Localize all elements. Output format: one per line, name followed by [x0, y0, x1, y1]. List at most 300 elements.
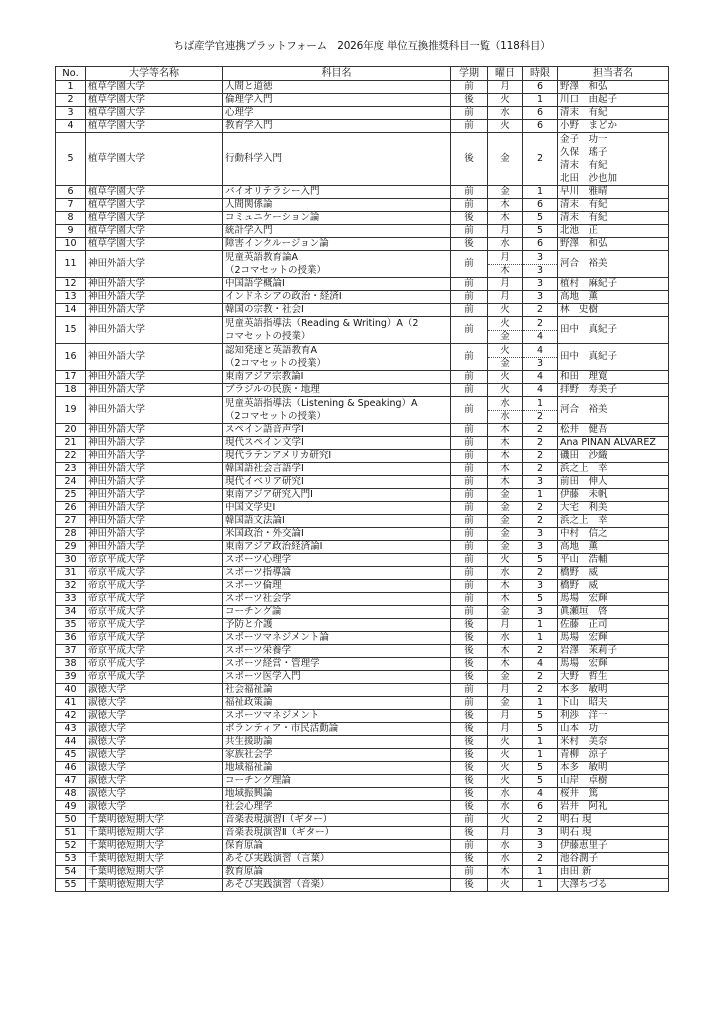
table-row	[56, 775, 669, 788]
university-name: 帝京平成大学	[86, 593, 223, 606]
table-row	[56, 853, 669, 866]
teacher-name	[558, 775, 669, 788]
period: 5	[523, 225, 558, 238]
table-row	[56, 671, 669, 684]
row-number: 24	[56, 476, 86, 489]
subject-name	[223, 645, 451, 658]
teacher-name	[558, 107, 669, 120]
teacher-line: 磯田 沙織	[560, 450, 608, 461]
period: 3	[523, 278, 558, 291]
subject-name	[223, 879, 451, 892]
row-number: 19	[56, 397, 86, 424]
teacher-line: 清末 有紀	[560, 160, 608, 171]
row-number: 39	[56, 671, 86, 684]
university-name: 神田外語大学	[86, 541, 223, 554]
university-name: 神田外語大学	[86, 344, 223, 371]
teacher-name	[558, 645, 669, 658]
subject-name	[223, 212, 451, 225]
subject-line: スポーツ倫理	[225, 580, 282, 591]
subject-name	[223, 120, 451, 133]
table-row	[56, 120, 669, 133]
subject-line: 福祉政策論	[225, 697, 273, 708]
row-number: 38	[56, 658, 86, 671]
day-slot: 水	[488, 410, 522, 423]
subject-name	[223, 94, 451, 107]
university-name: 淑徳大学	[86, 723, 223, 736]
course-table	[55, 66, 669, 892]
subject-line: あそび実践演習（言葉）	[225, 853, 330, 864]
subject-line: （2コマセットの授業）	[225, 265, 327, 276]
university-name: 神田外語大学	[86, 291, 223, 304]
teacher-line: 高地 薫	[560, 541, 599, 552]
teacher-line: 野澤 和弘	[560, 238, 608, 249]
row-number: 12	[56, 278, 86, 291]
row-number: 41	[56, 697, 86, 710]
day-of-week: 金	[488, 489, 523, 502]
period: 1	[523, 866, 558, 879]
term: 後	[451, 736, 488, 749]
subject-line: スポーツ指導論	[225, 567, 292, 578]
teacher-name	[558, 853, 669, 866]
period: 2	[523, 853, 558, 866]
term: 後	[451, 788, 488, 801]
subject-name	[223, 684, 451, 697]
subject-name	[223, 502, 451, 515]
teacher-name	[558, 371, 669, 384]
day-of-week	[488, 251, 523, 278]
term: 後	[451, 658, 488, 671]
teacher-name	[558, 278, 669, 291]
day-of-week: 火	[488, 384, 523, 397]
subject-name	[223, 671, 451, 684]
day-of-week: 木	[488, 424, 523, 437]
teacher-name	[558, 684, 669, 697]
university-name: 神田外語大学	[86, 515, 223, 528]
period: 5	[523, 762, 558, 775]
term: 前	[451, 81, 488, 94]
table-row	[56, 502, 669, 515]
subject-name	[223, 528, 451, 541]
term: 後	[451, 645, 488, 658]
table-row	[56, 554, 669, 567]
subject-line: 児童英語指導法（Listening & Speaking）A	[225, 398, 418, 409]
day-of-week: 火	[488, 814, 523, 827]
row-number: 7	[56, 199, 86, 212]
day-of-week: 水	[488, 788, 523, 801]
period: 2	[523, 567, 558, 580]
subject-line: 米国政治・外交論Ⅰ	[225, 528, 304, 539]
row-number: 22	[56, 450, 86, 463]
teacher-name	[558, 528, 669, 541]
subject-name	[223, 186, 451, 199]
term: 前	[451, 554, 488, 567]
row-number: 45	[56, 749, 86, 762]
day-of-week: 木	[488, 593, 523, 606]
row-number: 54	[56, 866, 86, 879]
subject-line: 韓国語文法論Ⅰ	[225, 515, 285, 526]
period: 5	[523, 212, 558, 225]
university-name: 淑徳大学	[86, 697, 223, 710]
subject-line: スポーツ医学入門	[225, 671, 301, 682]
subject-name	[223, 736, 451, 749]
university-name: 帝京平成大学	[86, 580, 223, 593]
day-slot: 金	[488, 330, 522, 343]
teacher-name	[558, 619, 669, 632]
row-number: 9	[56, 225, 86, 238]
period: 4	[523, 788, 558, 801]
subject-line: バイオリテラシー入門	[225, 186, 320, 197]
teacher-line: 佐藤 正司	[560, 619, 608, 630]
teacher-line: 林 史樹	[560, 304, 599, 315]
teacher-name	[558, 879, 669, 892]
day-slot: 火	[500, 344, 510, 356]
teacher-line: 野澤 和弘	[560, 81, 608, 92]
table-row	[56, 697, 669, 710]
teacher-name	[558, 120, 669, 133]
teacher-line: 前田 伸人	[560, 476, 608, 487]
subject-name	[223, 199, 451, 212]
table-row	[56, 762, 669, 775]
row-number: 48	[56, 788, 86, 801]
row-number: 28	[56, 528, 86, 541]
teacher-name	[558, 541, 669, 554]
subject-name	[223, 749, 451, 762]
table-body	[56, 81, 669, 892]
day-of-week: 金	[488, 515, 523, 528]
subject-name	[223, 567, 451, 580]
row-number: 5	[56, 133, 86, 186]
subject-line: 認知発達と英語教育A	[225, 345, 317, 356]
university-name: 千葉明徳短期大学	[86, 866, 223, 879]
teacher-line: 山岸 卓樹	[560, 775, 608, 786]
term: 前	[451, 476, 488, 489]
table-row	[56, 463, 669, 476]
teacher-name	[558, 840, 669, 853]
row-number: 21	[56, 437, 86, 450]
teacher-name	[558, 476, 669, 489]
period: 4	[523, 658, 558, 671]
table-row	[56, 199, 669, 212]
teacher-line: 利渉 洋一	[560, 710, 608, 721]
day-slot: 金	[488, 357, 522, 370]
document-title: ちば産学官連携プラットフォーム 2026年度 単位互換推奨科目一覧（118科目）	[173, 40, 551, 52]
term: 後	[451, 775, 488, 788]
subject-line: 人間関係論	[225, 199, 273, 210]
day-of-week: 月	[488, 81, 523, 94]
day-of-week: 水	[488, 632, 523, 645]
subject-line: 東南アジア宗教論Ⅰ	[225, 371, 304, 382]
term: 前	[451, 606, 488, 619]
period: 6	[523, 238, 558, 251]
university-name: 神田外語大学	[86, 528, 223, 541]
term: 前	[451, 278, 488, 291]
period: 5	[523, 554, 558, 567]
header-subject: 科目名	[223, 67, 451, 81]
subject-line: 音楽表現演習Ⅱ（ギター）	[225, 827, 335, 838]
university-name: 植草学園大学	[86, 120, 223, 133]
table-row	[56, 879, 669, 892]
table-row	[56, 684, 669, 697]
teacher-name	[558, 788, 669, 801]
subject-name	[223, 866, 451, 879]
period: 1	[523, 632, 558, 645]
table-row	[56, 450, 669, 463]
subject-name	[223, 107, 451, 120]
teacher-name	[558, 814, 669, 827]
university-name: 神田外語大学	[86, 278, 223, 291]
teacher-line: 小野 まどか	[560, 120, 618, 131]
period: 6	[523, 199, 558, 212]
period: 3	[523, 528, 558, 541]
teacher-line: 岩澤 茉莉子	[560, 645, 618, 656]
day-of-week: 木	[488, 212, 523, 225]
table-row	[56, 397, 669, 424]
table-row	[56, 632, 669, 645]
teacher-line: 平山 浩輔	[560, 554, 608, 565]
period: 5	[523, 710, 558, 723]
day-of-week: 木	[488, 450, 523, 463]
teacher-name	[558, 749, 669, 762]
day-of-week: 水	[488, 801, 523, 814]
university-name: 植草学園大学	[86, 133, 223, 186]
term: 後	[451, 212, 488, 225]
teacher-line: 大宅 利美	[560, 502, 608, 513]
period: 1	[523, 736, 558, 749]
row-number: 11	[56, 251, 86, 278]
day-of-week: 月	[488, 278, 523, 291]
term: 後	[451, 238, 488, 251]
teacher-line: 明石 現	[560, 827, 592, 838]
subject-line: 地域振興論	[225, 788, 273, 799]
table-row	[56, 212, 669, 225]
period: 2	[523, 450, 558, 463]
table-row	[56, 94, 669, 107]
table-row	[56, 567, 669, 580]
teacher-line: 河合 裕美	[560, 404, 608, 415]
subject-line: 中国語学概論Ⅰ	[225, 278, 285, 289]
day-of-week: 火	[488, 120, 523, 133]
subject-line: 教育原論	[225, 866, 264, 877]
header-no: No.	[56, 67, 86, 81]
subject-name	[223, 840, 451, 853]
term: 後	[451, 827, 488, 840]
teacher-line: 清末 有紀	[560, 199, 608, 210]
teacher-name	[558, 567, 669, 580]
day-of-week: 木	[488, 476, 523, 489]
period: 3	[523, 541, 558, 554]
period: 3	[523, 580, 558, 593]
subject-name	[223, 291, 451, 304]
subject-line: 予防と介護	[225, 619, 273, 630]
row-number: 44	[56, 736, 86, 749]
row-number: 10	[56, 238, 86, 251]
subject-name	[223, 541, 451, 554]
teacher-line: 金子 功一	[560, 134, 608, 145]
day-of-week: 木	[488, 580, 523, 593]
row-number: 6	[56, 186, 86, 199]
table-row	[56, 606, 669, 619]
subject-name	[223, 853, 451, 866]
term: 後	[451, 801, 488, 814]
period: 2	[523, 814, 558, 827]
table-row	[56, 291, 669, 304]
table-row	[56, 749, 669, 762]
teacher-name	[558, 304, 669, 317]
teacher-line: 橋野 威	[560, 567, 599, 578]
term: 後	[451, 723, 488, 736]
day-of-week: 水	[488, 853, 523, 866]
university-name: 神田外語大学	[86, 397, 223, 424]
teacher-name	[558, 723, 669, 736]
subject-name	[223, 238, 451, 251]
term: 後	[451, 749, 488, 762]
row-number: 16	[56, 344, 86, 371]
subject-line: 東南アジア研究入門Ⅰ	[225, 489, 313, 500]
period: 1	[523, 489, 558, 502]
teacher-name	[558, 697, 669, 710]
period-slot: 3	[536, 251, 544, 263]
teacher-line: 池谷潤子	[560, 853, 599, 864]
day-of-week: 火	[488, 762, 523, 775]
teacher-line: 本多 敏明	[560, 684, 608, 695]
term: 前	[451, 424, 488, 437]
teacher-line: 山本 功	[560, 723, 599, 734]
table-row	[56, 827, 669, 840]
term: 前	[451, 866, 488, 879]
university-name: 淑徳大学	[86, 710, 223, 723]
university-name: 神田外語大学	[86, 424, 223, 437]
teacher-name	[558, 397, 669, 424]
day-of-week: 木	[488, 463, 523, 476]
day-of-week	[488, 344, 523, 371]
university-name: 帝京平成大学	[86, 606, 223, 619]
day-of-week: 木	[488, 199, 523, 212]
row-number: 34	[56, 606, 86, 619]
header-term: 学期	[451, 67, 488, 81]
subject-line: 障害インクルージョン論	[225, 238, 329, 249]
teacher-name	[558, 515, 669, 528]
term: 後	[451, 632, 488, 645]
teacher-name	[558, 580, 669, 593]
subject-line: 韓国の宗教・社会Ⅰ	[225, 304, 304, 315]
university-name: 植草学園大学	[86, 186, 223, 199]
table-row	[56, 528, 669, 541]
period: 4	[523, 371, 558, 384]
subject-name	[223, 827, 451, 840]
day-of-week: 月	[488, 723, 523, 736]
subject-name	[223, 450, 451, 463]
subject-name	[223, 801, 451, 814]
university-name: 植草学園大学	[86, 238, 223, 251]
teacher-line: 高地 薫	[560, 291, 599, 302]
term: 前	[451, 397, 488, 424]
teacher-line: 由田 新	[560, 866, 592, 877]
term: 前	[451, 528, 488, 541]
day-of-week: 月	[488, 710, 523, 723]
subject-name	[223, 580, 451, 593]
teacher-name	[558, 81, 669, 94]
term: 後	[451, 133, 488, 186]
university-name: 千葉明徳短期大学	[86, 853, 223, 866]
teacher-name	[558, 489, 669, 502]
period: 3	[523, 827, 558, 840]
term: 後	[451, 853, 488, 866]
teacher-line: 田中 真紀子	[560, 351, 618, 362]
period: 2	[523, 463, 558, 476]
subject-line: （2コマセットの授業）	[225, 358, 327, 369]
term: 後	[451, 619, 488, 632]
term: 前	[451, 502, 488, 515]
university-name: 植草学園大学	[86, 81, 223, 94]
teacher-name	[558, 463, 669, 476]
teacher-line: 久保 瑤子	[560, 147, 608, 158]
term: 前	[451, 344, 488, 371]
teacher-name	[558, 866, 669, 879]
university-name: 神田外語大学	[86, 251, 223, 278]
subject-line: コーチング論	[225, 606, 282, 617]
period-slot: 3	[523, 357, 557, 370]
period: 3	[523, 291, 558, 304]
day-of-week	[488, 317, 523, 344]
table-row	[56, 344, 669, 371]
day-slot: 火	[500, 317, 510, 329]
day-of-week: 金	[488, 671, 523, 684]
period: 6	[523, 120, 558, 133]
table-row	[56, 225, 669, 238]
university-name: 淑徳大学	[86, 684, 223, 697]
day-of-week: 水	[488, 840, 523, 853]
subject-line: 家族社会学	[225, 749, 273, 760]
subject-name	[223, 723, 451, 736]
teacher-line: 河合 裕美	[560, 258, 608, 269]
table-row	[56, 107, 669, 120]
row-number: 32	[56, 580, 86, 593]
subject-line: ボランティア・市民活動論	[225, 723, 339, 734]
period: 3	[523, 476, 558, 489]
day-of-week: 木	[488, 866, 523, 879]
table-row	[56, 304, 669, 317]
university-name: 神田外語大学	[86, 489, 223, 502]
period: 2	[523, 645, 558, 658]
subject-line: スポーツマネジメント	[225, 710, 320, 721]
subject-name	[223, 384, 451, 397]
teacher-line: 大澤ちづる	[560, 879, 608, 890]
university-name: 神田外語大学	[86, 317, 223, 344]
subject-line: 統計学入門	[225, 225, 273, 236]
university-name: 帝京平成大学	[86, 671, 223, 684]
university-name: 淑徳大学	[86, 762, 223, 775]
teacher-name	[558, 437, 669, 450]
day-of-week: 金	[488, 697, 523, 710]
teacher-name	[558, 317, 669, 344]
term: 前	[451, 371, 488, 384]
period: 6	[523, 107, 558, 120]
subject-name	[223, 81, 451, 94]
period: 1	[523, 879, 558, 892]
term: 前	[451, 384, 488, 397]
row-number: 17	[56, 371, 86, 384]
teacher-name	[558, 450, 669, 463]
day-of-week	[488, 397, 523, 424]
term: 後	[451, 94, 488, 107]
subject-name	[223, 632, 451, 645]
day-of-week: 金	[488, 528, 523, 541]
day-of-week: 金	[488, 502, 523, 515]
teacher-line: 岩井 阿礼	[560, 801, 608, 812]
term: 前	[451, 567, 488, 580]
teacher-name	[558, 671, 669, 684]
teacher-line: 北田 沙也加	[560, 173, 618, 184]
